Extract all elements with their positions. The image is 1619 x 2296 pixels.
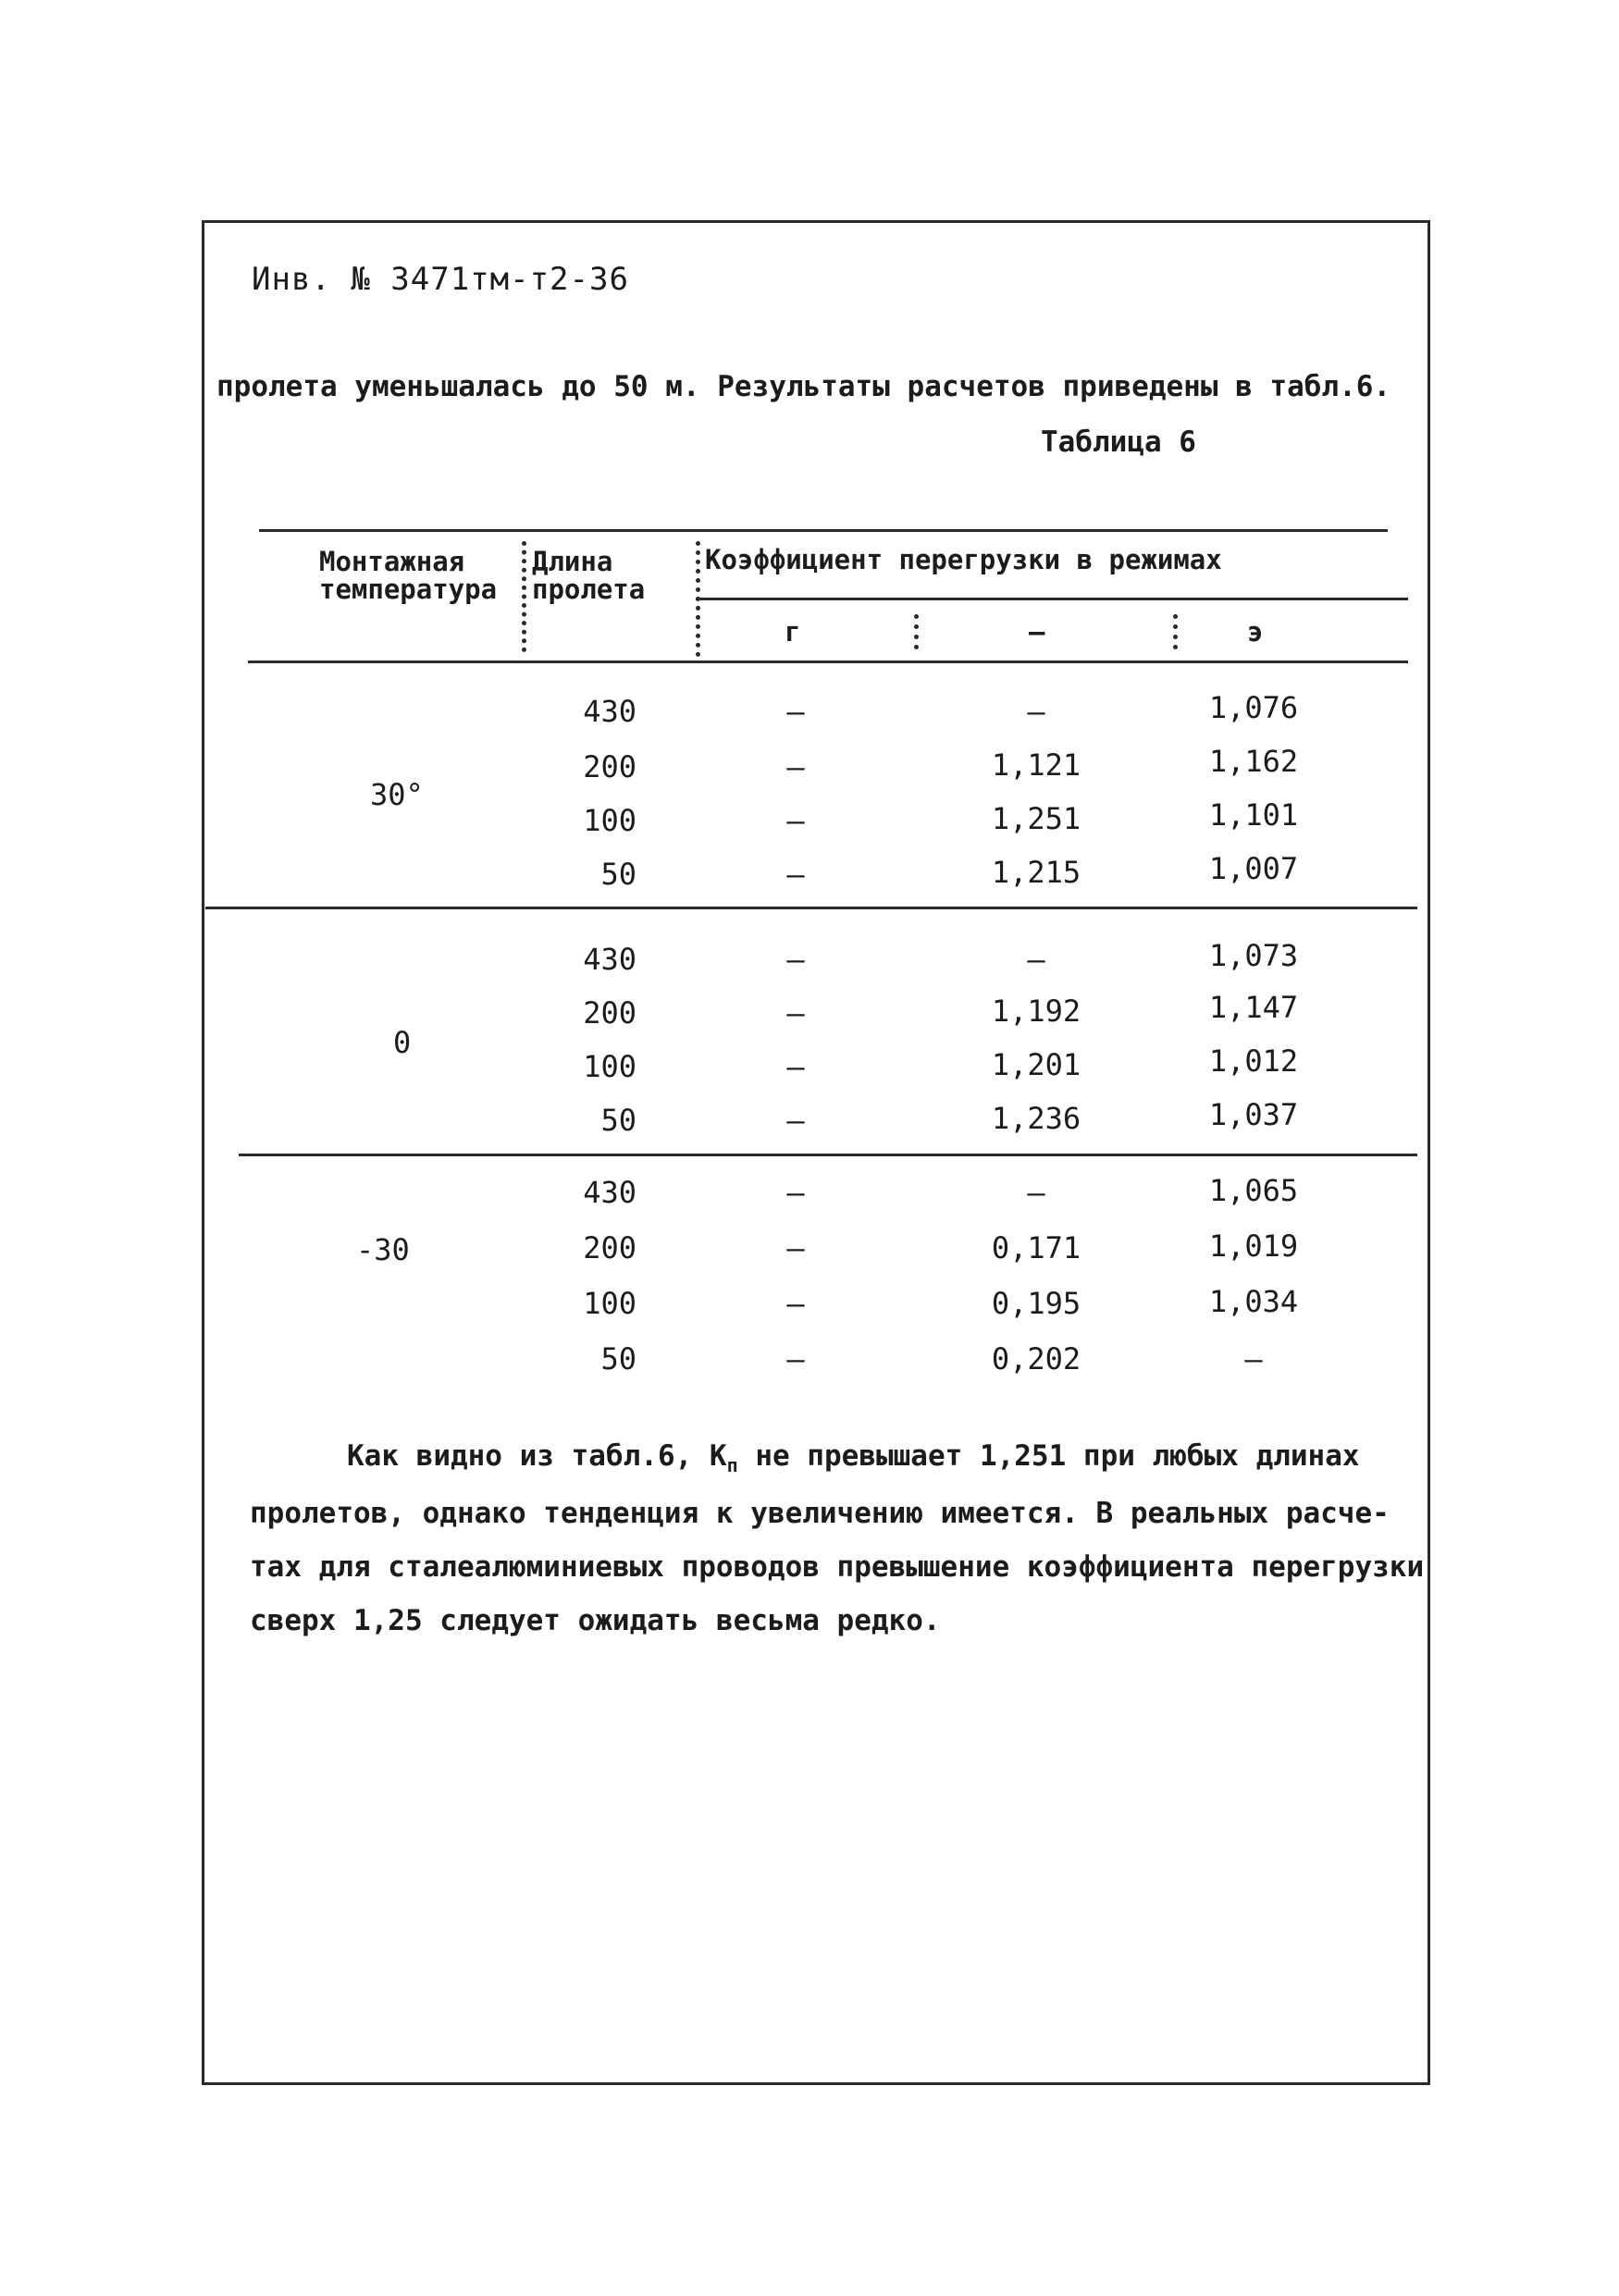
header-length-line1: Длина	[532, 546, 613, 577]
table-cell-g: –	[786, 995, 805, 1031]
header-separator-4	[1173, 614, 1178, 649]
table-cell-g: –	[786, 857, 805, 892]
table-cell-g: –	[786, 1230, 805, 1265]
table-cell-dash: 1,236	[991, 1101, 1081, 1136]
header-bottom-rule	[248, 660, 1408, 663]
table-cell-length: 430	[583, 694, 636, 729]
group-temperature: 0	[393, 1025, 412, 1060]
table-cell-g: –	[786, 1049, 805, 1084]
table-cell-dash: 1,215	[991, 855, 1081, 890]
table-cell-length: 100	[583, 1286, 636, 1321]
table-cell-e: 1,012	[1208, 1043, 1299, 1079]
table-cell-dash: 1,121	[991, 747, 1081, 783]
table-cell-dash: –	[1027, 942, 1045, 977]
table-cell-dash: 0,195	[991, 1286, 1081, 1321]
table-top-rule	[259, 529, 1388, 532]
table-cell-length: 430	[583, 1175, 636, 1210]
table-cell-length: 100	[583, 1049, 636, 1084]
table-cell-e: 1,019	[1208, 1228, 1299, 1264]
header-mode-e: э	[1247, 616, 1264, 648]
header-separator-3	[914, 614, 919, 649]
table-cell-length: 200	[583, 1230, 636, 1265]
page-frame	[202, 220, 1430, 2085]
table-cell-length: 50	[600, 857, 636, 892]
group-separator-1	[205, 907, 1417, 909]
table-cell-e: 1,007	[1208, 851, 1299, 886]
table-cell-g: –	[786, 803, 805, 838]
table-cell-e: 1,073	[1208, 938, 1299, 973]
table-cell-length: 50	[600, 1341, 636, 1376]
group-temperature: 30°	[370, 777, 424, 812]
intro-line: пролета уменьшалась до 50 м. Результаты расчетов приведены в табл.6.	[216, 370, 1391, 403]
table-cell-e: 1,147	[1208, 990, 1299, 1025]
table-cell-e: 1,065	[1208, 1173, 1299, 1208]
header-temp-line2: температура	[319, 574, 498, 605]
conclusion-line-2: пролетов, однако тенденция к увеличению имеется. В реальных расче-	[250, 1497, 1390, 1530]
header-length-line2: пролета	[532, 574, 646, 605]
table-cell-length: 200	[583, 749, 636, 784]
table-cell-length: 200	[583, 995, 636, 1031]
table-cell-e: –	[1244, 1341, 1263, 1376]
inventory-number: Инв. № 3471тм-т2-36	[252, 261, 629, 298]
table-cell-g: –	[786, 1103, 805, 1138]
table-cell-length: 50	[600, 1103, 636, 1138]
table-cell-g: –	[786, 942, 805, 977]
header-temp-line1: Монтажная	[319, 546, 465, 577]
header-mode-g: г	[785, 616, 801, 648]
table-cell-g: –	[786, 694, 805, 729]
table-cell-g: –	[786, 1175, 805, 1210]
table-cell-e: 1,076	[1208, 690, 1299, 725]
table-cell-g: –	[786, 749, 805, 784]
table-cell-length: 100	[583, 803, 636, 838]
table-cell-dash: 1,201	[991, 1047, 1081, 1082]
table-cell-dash: 1,192	[991, 994, 1081, 1029]
table-cell-dash: 0,202	[991, 1341, 1081, 1376]
table-cell-dash: –	[1027, 1175, 1045, 1210]
header-coefficient: Коэффициент перегрузки в режимах	[705, 544, 1222, 575]
table-cell-length: 430	[583, 942, 636, 977]
coef-underline	[696, 598, 1408, 600]
table-cell-dash: –	[1027, 694, 1045, 729]
table-cell-e: 1,101	[1208, 797, 1299, 833]
header-separator-2	[696, 541, 700, 657]
conclusion-line-1: Как видно из табл.6, $К_п$ не превышает 1,251 при любых длинах	[347, 1439, 1360, 1477]
table-cell-dash: 1,251	[991, 801, 1081, 836]
table-cell-g: –	[786, 1341, 805, 1376]
conclusion-line-4: сверх 1,25 следует ожидать весьма редко.	[250, 1604, 941, 1637]
table-title: Таблица 6	[1041, 426, 1196, 459]
table-cell-e: 1,037	[1208, 1097, 1299, 1132]
group-separator-2	[239, 1154, 1417, 1156]
conclusion-line-3: тах для сталеалюминиевых проводов превышение коэффициента перегрузки	[250, 1550, 1425, 1584]
header-mode-dash: –	[1029, 616, 1045, 648]
group-temperature: -30	[356, 1232, 410, 1267]
table-cell-g: –	[786, 1286, 805, 1321]
table-cell-dash: 0,171	[991, 1230, 1081, 1265]
table-cell-e: 1,034	[1208, 1284, 1299, 1319]
table-cell-e: 1,162	[1208, 744, 1299, 779]
header-separator-1	[522, 541, 526, 652]
